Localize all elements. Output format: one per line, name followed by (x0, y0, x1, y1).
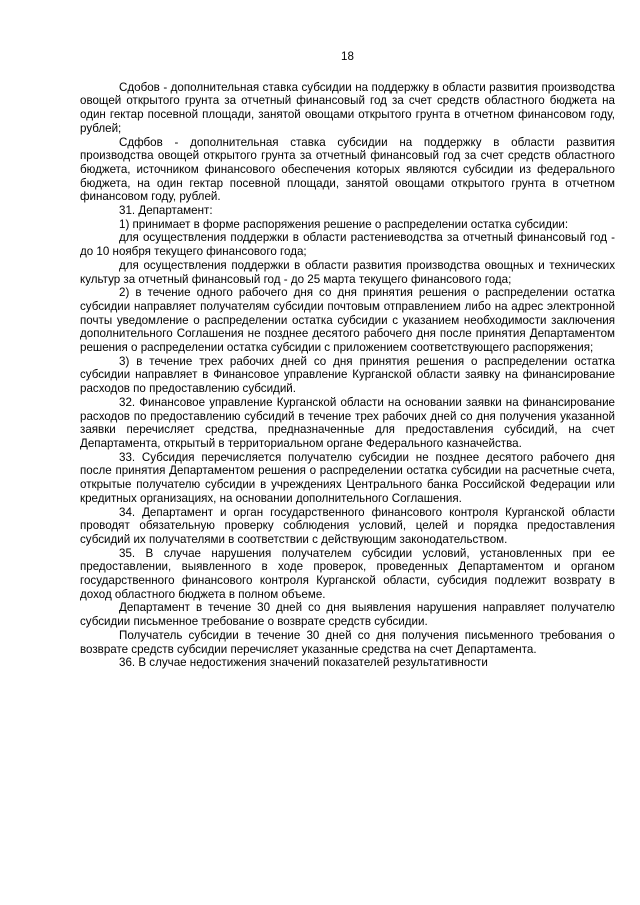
paragraph-31-1: 1) принимает в форме распоряжения решение о распределении остатка субсидии: (119, 217, 569, 231)
page-number: 18 (341, 50, 354, 63)
paragraph-31-1-crops: для осуществления поддержки в области растениеводства за отчетный финансовый год - до 10 ноября текущего финансового года; (80, 231, 615, 259)
paragraph-cdobov: Cдобов - дополнительная ставка субсидии на поддержку в области развития производства овощей открытого грунта за отчетный финансовый год за счет средств областного бюджета на один гектар посевной площади, занятой овощами открытого грунта в отчетном финансовом году, рублей; (80, 80, 615, 135)
paragraph-34: 34. Департамент и орган государственного финансового контроля Курганской области проводят обязательную проверку соблюдения условий, целей и порядка предоставления субсидий их получателями в соответствии с действующим законодательством. (80, 505, 615, 546)
paragraph-36-start: 36. В случае недостижения значений показателей результативности (119, 656, 488, 670)
paragraph-31-3: 3) в течение трех рабочих дней со дня принятия решения о распределении остатка субсидии направляет в Финансовое управление Курганской области заявку на финансирование расходов по предоставлению субсидий. (80, 354, 615, 396)
paragraph-35-demand: Департамент в течение 30 дней со дня выявления нарушения направляет получателю субсидии письменное требование о возврате средств субсидии. (80, 601, 615, 629)
paragraph-31-1-vegetables: для осуществления поддержки в области развития производства овощных и технических культур за отчетный финансовый год - до 25 марта текущего финансового года; (80, 258, 615, 286)
paragraph-33: 33. Субсидия перечисляется получателю субсидии не позднее десятого рабочего дня после принятия Департаментом решения о распределении остатка субсидии на расчетные счета, открытые получателю субсидии в учреждениях Центрального банка Российской Федерации или кредитных организациях, на основании дополнительного Соглашения. (80, 450, 615, 505)
paragraph-32: 32. Финансовое управление Курганской области на основании заявки на финансирование расходов по предоставлению субсидий в течение трех рабочих дней со дня получения указанной заявки перечисляет средства, предназначенные для предоставления субсидий, на счет Департамента, открытый в территориальном органе Федерального казначейства. (80, 395, 615, 450)
paragraph-31-2: 2) в течение одного рабочего дня со дня принятия решения о распределении остатка субсидии направляет получателям субсидии почтовым отправлением либо на адрес электронной почты уведомление о распределении остатка субсидии с указанием необходимости заключения дополнительного Соглашения не позднее десятого рабочего дня после принятия Департаментом решения о распределении остатка субсидии с приложением соответствующего распоряжения; (80, 286, 615, 355)
paragraph-35: 35. В случае нарушения получателем субсидии условий, установленных при ее предоставлении, выявленного в ходе проверок, проведенных Департаментом и органом государственного финансового контроля Курганской области, субсидия подлежит возврату в доход областного бюджета в полном объеме. (80, 546, 615, 601)
paragraph-35-refund: Получатель субсидии в течение 30 дней со дня получения письменного требования о возврате средств субсидии перечисляет указанные средства на счет Департамента. (80, 628, 615, 656)
paragraph-31-heading: 31. Департамент: (119, 204, 213, 218)
paragraph-cdfbov: Cдфбов - дополнительная ставка субсидии на поддержку в области развития производства овощей открытого грунта за отчетный финансовый год за счет средств областного бюджета, источником финансового обеспечения которых являются субсидии из федерального бюджета, на один гектар посевной площади, занятой овощами открытого грунта в отчетном финансовом году, рублей. (80, 135, 615, 204)
